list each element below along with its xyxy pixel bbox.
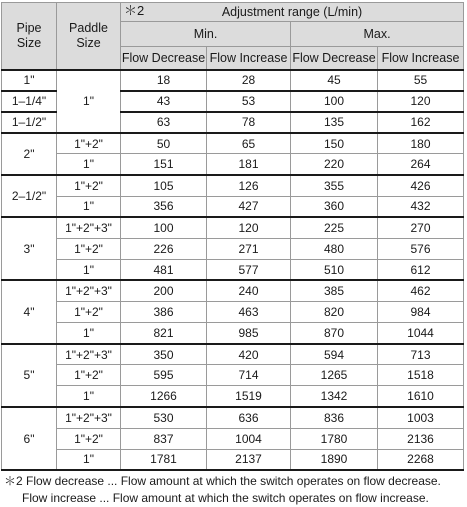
table-row: [2, 175, 464, 196]
table-row: [2, 259, 464, 280]
table-row: [2, 428, 464, 449]
value-min-dec-cell: 50: [121, 133, 207, 154]
max-flow-decrease-header: Flow Decrease: [291, 47, 378, 70]
value-max-inc-cell: 55: [378, 70, 464, 91]
note-mark: ＊2: [124, 3, 145, 18]
value-min-dec-cell: 356: [121, 196, 207, 217]
table-row: [2, 280, 464, 301]
value-min-inc-cell: 78: [207, 112, 291, 133]
value-min-inc-cell: 126: [207, 175, 291, 196]
value-min-dec-cell: 1781: [121, 449, 207, 470]
value-min-dec-cell: 386: [121, 302, 207, 323]
value-min-dec-cell: 200: [121, 280, 207, 301]
value-max-inc-cell: 180: [378, 133, 464, 154]
table-row: [2, 302, 464, 323]
pipe-size-cell: 6": [2, 407, 57, 470]
value-min-inc-cell: 463: [207, 302, 291, 323]
value-min-dec-cell: 100: [121, 217, 207, 238]
value-max-dec-cell: 820: [291, 302, 378, 323]
value-max-dec-cell: 135: [291, 112, 378, 133]
value-min-inc-cell: 1519: [207, 386, 291, 407]
value-min-inc-cell: 181: [207, 154, 291, 175]
value-max-inc-cell: 576: [378, 238, 464, 259]
min-flow-decrease-header: Flow Decrease: [121, 47, 207, 70]
paddle-size-cell: 1"+2": [57, 428, 121, 449]
value-min-inc-cell: 427: [207, 196, 291, 217]
footnote-flow-decrease: ＊2 Flow decrease ... Flow amount at which the switch operates on flow decrease.: [4, 474, 441, 488]
pipe-size-cell: 1": [2, 70, 57, 91]
value-min-dec-cell: 350: [121, 344, 207, 365]
max-header: Max.: [291, 22, 464, 47]
table-row: [2, 217, 464, 238]
value-min-dec-cell: 595: [121, 365, 207, 386]
value-max-inc-cell: 1518: [378, 365, 464, 386]
value-max-dec-cell: 1265: [291, 365, 378, 386]
paddle-size-cell: 1": [57, 70, 121, 133]
value-max-dec-cell: 1342: [291, 386, 378, 407]
table-row: [2, 449, 464, 470]
paddle-size-header: Paddle Size: [57, 3, 121, 70]
min-header: Min.: [121, 22, 291, 47]
value-min-inc-cell: 714: [207, 365, 291, 386]
value-max-dec-cell: 385: [291, 280, 378, 301]
paddle-size-cell: 1": [57, 154, 121, 175]
value-max-inc-cell: 162: [378, 112, 464, 133]
value-max-dec-cell: 836: [291, 407, 378, 428]
table-row: [2, 386, 464, 407]
value-max-inc-cell: 2268: [378, 449, 464, 470]
paddle-size-cell: 1": [57, 259, 121, 280]
value-max-dec-cell: 225: [291, 217, 378, 238]
paddle-size-cell: 1": [57, 386, 121, 407]
table-row: [2, 196, 464, 217]
value-min-inc-cell: 577: [207, 259, 291, 280]
max-flow-increase-header: Flow Increase: [378, 47, 464, 70]
table-row: [2, 133, 464, 154]
pipe-size-cell: 4": [2, 280, 57, 343]
paddle-size-cell: 1"+2": [57, 175, 121, 196]
value-max-dec-cell: 355: [291, 175, 378, 196]
value-max-dec-cell: 220: [291, 154, 378, 175]
table-body: [2, 70, 464, 471]
value-max-inc-cell: 120: [378, 91, 464, 112]
value-max-dec-cell: 1780: [291, 428, 378, 449]
paddle-size-cell: 1"+2": [57, 302, 121, 323]
paddle-size-cell: 1"+2"+3": [57, 217, 121, 238]
value-min-inc-cell: 65: [207, 133, 291, 154]
value-min-dec-cell: 821: [121, 323, 207, 344]
value-max-inc-cell: 984: [378, 302, 464, 323]
paddle-size-cell: 1": [57, 196, 121, 217]
value-min-inc-cell: 271: [207, 238, 291, 259]
paddle-size-cell: 1"+2": [57, 133, 121, 154]
footnotes: [4, 473, 466, 507]
table-row: [2, 323, 464, 344]
value-max-dec-cell: 100: [291, 91, 378, 112]
value-min-dec-cell: 151: [121, 154, 207, 175]
value-min-inc-cell: 240: [207, 280, 291, 301]
paddle-size-cell: 1"+2"+3": [57, 344, 121, 365]
table-row: [2, 365, 464, 386]
value-min-inc-cell: 985: [207, 323, 291, 344]
flow-adjustment-table: [1, 2, 464, 471]
adjustment-range-header: ＊2 Adjustment range (L/min): [121, 3, 464, 22]
value-max-inc-cell: 1003: [378, 407, 464, 428]
pipe-size-cell: 2": [2, 133, 57, 175]
value-max-dec-cell: 510: [291, 259, 378, 280]
value-min-dec-cell: 43: [121, 91, 207, 112]
value-max-inc-cell: 264: [378, 154, 464, 175]
value-min-dec-cell: 226: [121, 238, 207, 259]
value-min-inc-cell: 2137: [207, 449, 291, 470]
value-min-inc-cell: 1004: [207, 428, 291, 449]
value-max-inc-cell: 462: [378, 280, 464, 301]
value-min-inc-cell: 53: [207, 91, 291, 112]
value-max-inc-cell: 612: [378, 259, 464, 280]
value-min-inc-cell: 636: [207, 407, 291, 428]
table-row: [2, 70, 464, 91]
value-max-dec-cell: 870: [291, 323, 378, 344]
value-max-inc-cell: 426: [378, 175, 464, 196]
table-row: [2, 154, 464, 175]
table-row: [2, 238, 464, 259]
value-min-dec-cell: 63: [121, 112, 207, 133]
value-max-inc-cell: 713: [378, 344, 464, 365]
pipe-size-cell: 2–1/2": [2, 175, 57, 217]
value-max-inc-cell: 1610: [378, 386, 464, 407]
value-max-inc-cell: 432: [378, 196, 464, 217]
footnote-flow-increase: Flow increase ... Flow amount at which the switch operates on flow increase.: [22, 491, 429, 505]
table-row: [2, 344, 464, 365]
value-max-dec-cell: 150: [291, 133, 378, 154]
value-max-inc-cell: 1044: [378, 323, 464, 344]
paddle-size-cell: 1"+2"+3": [57, 280, 121, 301]
value-max-dec-cell: 594: [291, 344, 378, 365]
min-flow-increase-header: Flow Increase: [207, 47, 291, 70]
pipe-size-cell: 1–1/4": [2, 91, 57, 112]
paddle-size-cell: 1"+2": [57, 365, 121, 386]
value-max-dec-cell: 360: [291, 196, 378, 217]
value-max-dec-cell: 480: [291, 238, 378, 259]
pipe-size-cell: 5": [2, 344, 57, 407]
value-min-inc-cell: 420: [207, 344, 291, 365]
value-min-dec-cell: 481: [121, 259, 207, 280]
value-min-inc-cell: 120: [207, 217, 291, 238]
paddle-size-cell: 1"+2"+3": [57, 407, 121, 428]
value-min-dec-cell: 530: [121, 407, 207, 428]
value-min-dec-cell: 837: [121, 428, 207, 449]
value-min-dec-cell: 105: [121, 175, 207, 196]
table-row: [2, 407, 464, 428]
value-max-inc-cell: 2136: [378, 428, 464, 449]
value-min-dec-cell: 1266: [121, 386, 207, 407]
paddle-size-cell: 1"+2": [57, 238, 121, 259]
paddle-size-cell: 1": [57, 323, 121, 344]
value-max-dec-cell: 45: [291, 70, 378, 91]
value-min-inc-cell: 28: [207, 70, 291, 91]
value-min-dec-cell: 18: [121, 70, 207, 91]
pipe-size-cell: 1–1/2": [2, 112, 57, 133]
value-max-dec-cell: 1890: [291, 449, 378, 470]
value-max-inc-cell: 270: [378, 217, 464, 238]
pipe-size-header: Pipe Size: [2, 3, 57, 70]
paddle-size-cell: 1": [57, 449, 121, 470]
pipe-size-cell: 3": [2, 217, 57, 280]
